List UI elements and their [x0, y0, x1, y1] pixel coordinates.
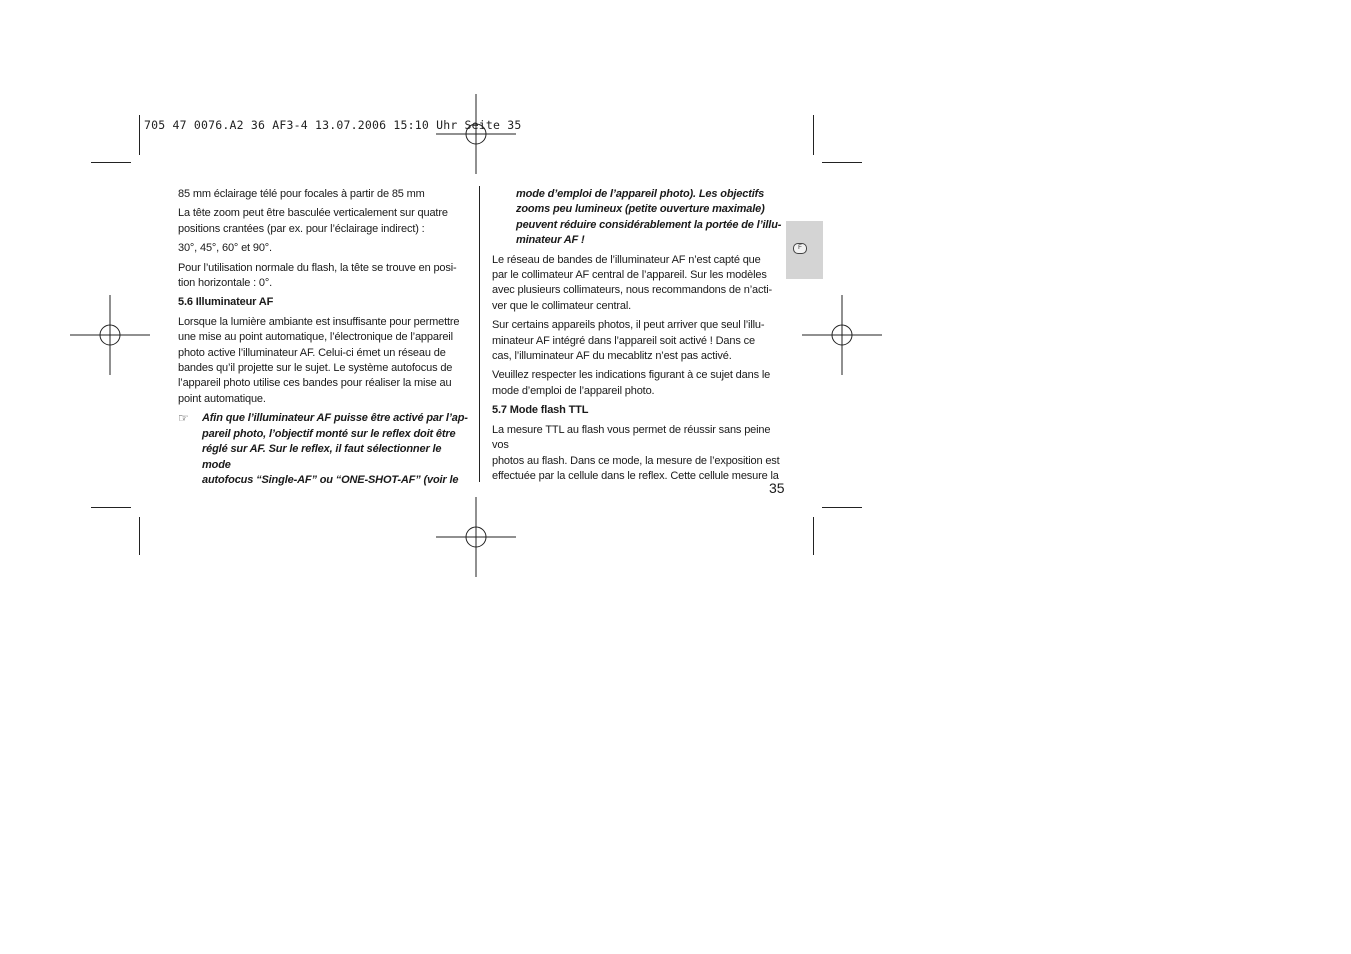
right-column: [492, 187, 782, 488]
crop-mark-br-vertical: [813, 517, 814, 555]
crop-mark-tl-vertical: [139, 115, 140, 155]
column-divider: [479, 186, 480, 482]
registration-mark-left: [70, 295, 150, 375]
paragraph-tilt: La tête zoom peut être basculée verticalement sur quatre positions crantées (par ex. pour l’éclairage indirect) :: [178, 207, 448, 235]
paragraph-camera-manual: Veuillez respecter les indications figurant à ce sujet dans le mode d’emploi de l’appareil photo.: [492, 369, 771, 397]
section-heading-ttl-mode: 5.7 Mode flash TTL: [492, 404, 589, 417]
paragraph-angles: 30°, 45°, 60° et 90°.: [178, 242, 272, 255]
crop-mark-bl-horizontal: [91, 507, 131, 508]
note-text: Afin que l’illuminateur AF puisse être activé par l’ap- pareil photo, l’objectif monté sur le reflex doit être réglé sur AF. Sur le reflex, il faut sélectionner le mode autofocus “Single-AF” ou “ONE-SHOT-AF” (voir le: [202, 412, 468, 486]
paragraph-integrated-illuminator: Sur certains appareils photos, il peut arriver que seul l’illu- minateur AF intégré dans l’appareil soit activé ! Dans ce cas, l’illuminateur AF du mecablitz n’est pas activé.: [492, 319, 765, 363]
section-heading-af-illuminator: 5.6 Illuminateur AF: [178, 296, 274, 309]
left-column: [178, 187, 470, 488]
crop-mark-tl-horizontal: [91, 162, 131, 163]
registration-mark-right: [802, 295, 882, 375]
pointing-hand-icon: ☞: [178, 411, 189, 426]
note-af-illuminator: [178, 411, 470, 488]
paragraph-central-sensor: Le réseau de bandes de l’illuminateur AF n’est capté que par le collimateur AF central de l’appareil. Sur les modèles avec plusieurs collimateurs, nous recommandons de n’acti- ver que le collimateur central.: [492, 253, 773, 312]
page-number: 35: [769, 480, 785, 496]
crop-mark-tr-vertical: [813, 115, 814, 155]
registration-mark-top: [436, 94, 516, 174]
paragraph-ttl-mode: La mesure TTL au flash vous permet de réussir sans peine vos photos au flash. Dans ce mode, la mesure de l’exposition est effectuée par la cellule dans le reflex. Cette cellule mesure la: [492, 423, 780, 482]
paragraph-af-illuminator: Lorsque la lumière ambiante est insuffisante pour permettre une mise au point automatique, l’électronique de l’appareil photo active l’illuminateur AF. Celui-ci émet un réseau de bandes qu’il projette sur le sujet. Le système autofocus de l’appareil photo utilise ces bandes pour réaliser la mise au point automatique.: [178, 315, 460, 405]
registration-mark-bottom: [436, 497, 516, 577]
paragraph-zoom-tele: 85 mm éclairage télé pour focales à partir de 85 mm: [178, 188, 425, 200]
crop-mark-tr-horizontal: [822, 162, 862, 163]
crop-mark-br-horizontal: [822, 507, 862, 508]
print-slug: 705 47 0076.A2 36 AF3-4 13.07.2006 15:10 Uhr Seite 35: [144, 118, 522, 132]
language-tab-label: F: [793, 243, 807, 254]
paragraph-normal-position: Pour l’utilisation normale du flash, la tête se trouve en posi- tion horizontale : 0°.: [178, 261, 457, 290]
note-continuation: mode d’emploi de l’appareil photo). Les objectifs zooms peu lumineux (petite ouverture maximale) peuvent réduire considérablement la portée de l’illu- minateur AF !: [516, 188, 782, 247]
crop-mark-bl-vertical: [139, 517, 140, 555]
